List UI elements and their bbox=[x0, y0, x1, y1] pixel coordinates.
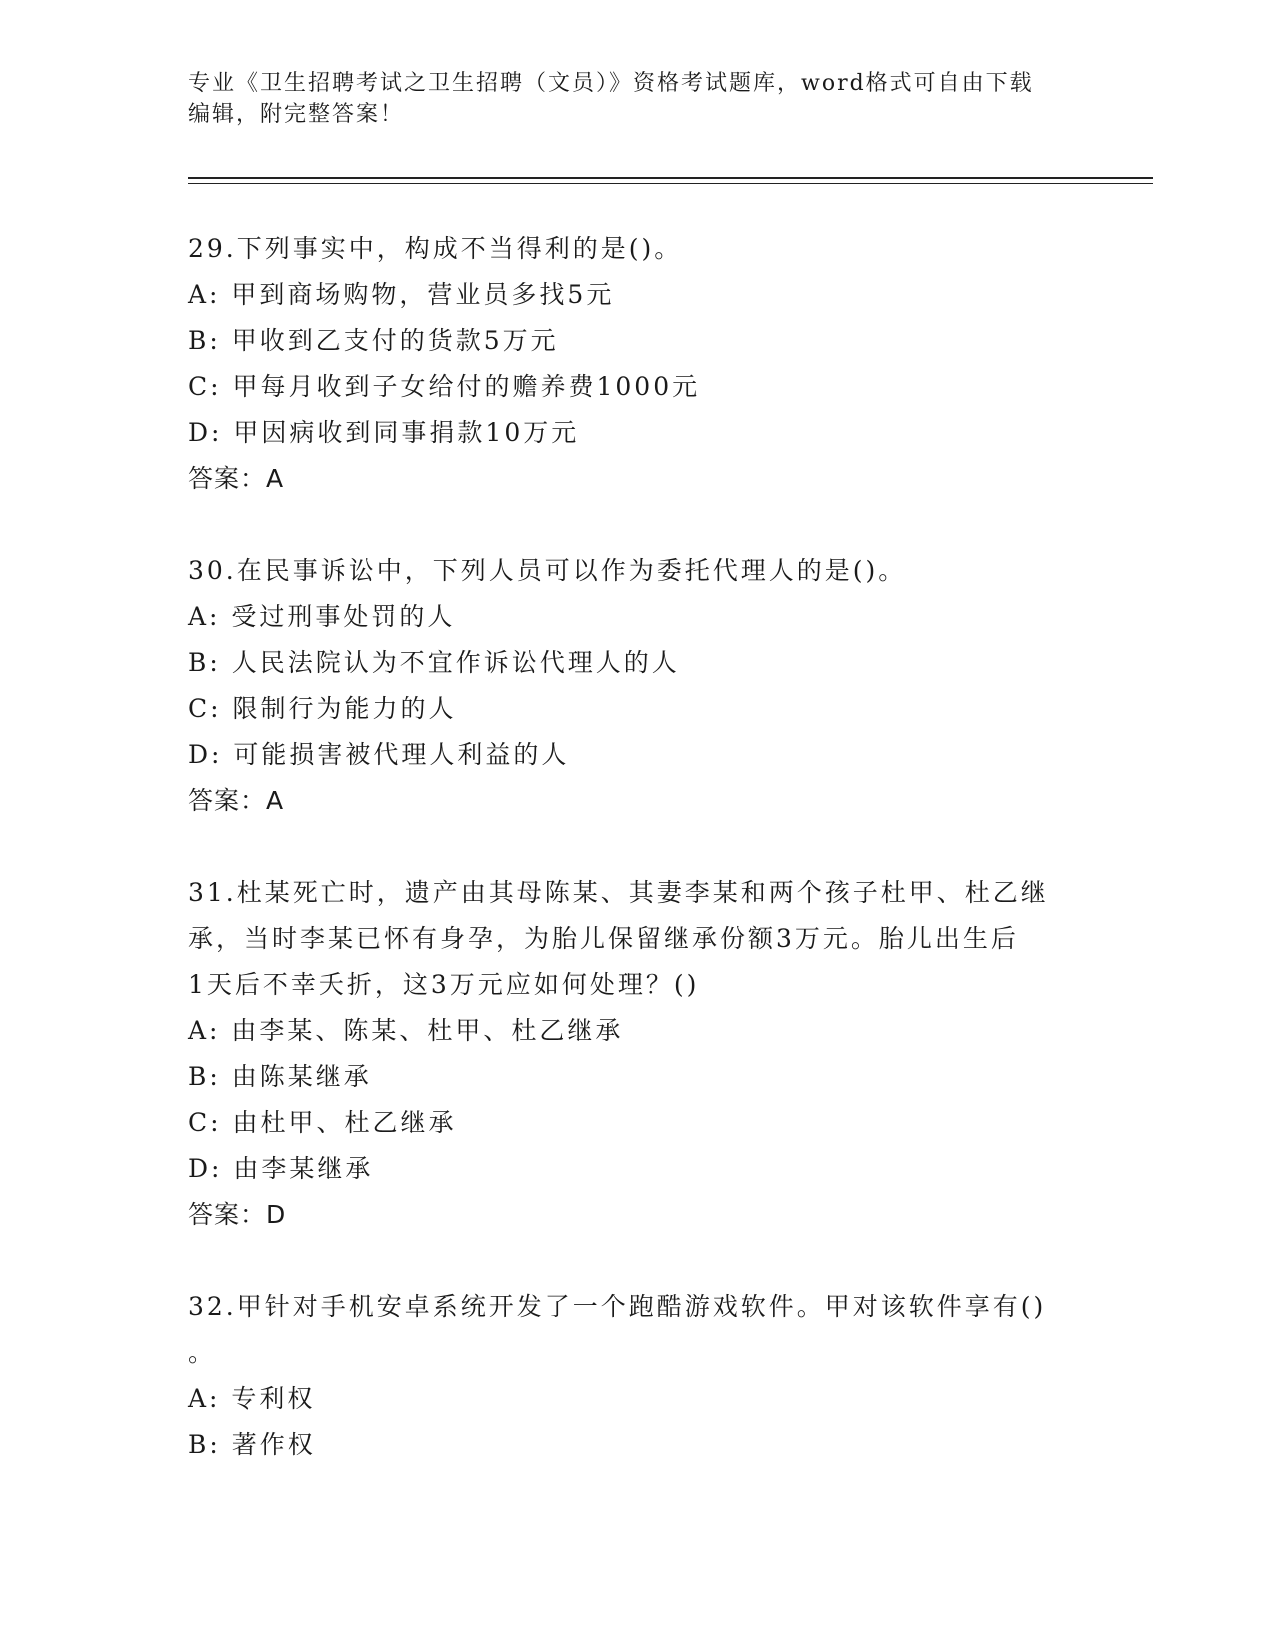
document-header bbox=[188, 68, 1088, 130]
option-a: A: 受过刑事处罚的人 bbox=[188, 602, 456, 631]
header-divider bbox=[188, 177, 1153, 179]
question-32 bbox=[188, 1284, 1088, 1468]
option-b: B: 甲收到乙支付的货款5万元 bbox=[188, 326, 559, 355]
question-stem: 31.杜某死亡时，遗产由其母陈某、其妻李某和两个孩子杜甲、杜乙继 bbox=[188, 878, 1049, 907]
question-stem: 32.甲针对手机安卓系统开发了一个跑酷游戏软件。甲对该软件享有() bbox=[188, 1292, 1047, 1321]
question-30 bbox=[188, 548, 1088, 824]
question-stem: 1天后不幸夭折，这3万元应如何处理？() bbox=[188, 970, 700, 999]
option-d: D: 甲因病收到同事捐款10万元 bbox=[188, 418, 580, 447]
question-29 bbox=[188, 226, 1088, 502]
option-b: B: 著作权 bbox=[188, 1430, 316, 1459]
option-a: A: 专利权 bbox=[188, 1384, 316, 1413]
option-b: B: 由陈某继承 bbox=[188, 1062, 372, 1091]
option-b: B: 人民法院认为不宜作诉讼代理人的人 bbox=[188, 648, 680, 677]
header-line: 专业《卫生招聘考试之卫生招聘（文员）》资格考试题库，word格式可自由下载 bbox=[188, 71, 1034, 96]
option-d: D: 可能损害被代理人利益的人 bbox=[188, 740, 570, 769]
answer: 答案：A bbox=[188, 786, 285, 815]
header-divider-thin bbox=[188, 183, 1153, 184]
header-line: 编辑，附完整答案！ bbox=[188, 102, 405, 127]
answer: 答案：D bbox=[188, 1200, 287, 1229]
option-a: A: 由李某、陈某、杜甲、杜乙继承 bbox=[188, 1016, 624, 1045]
option-c: C: 由杜甲、杜乙继承 bbox=[188, 1108, 457, 1137]
question-31 bbox=[188, 870, 1088, 1238]
option-c: C: 甲每月收到子女给付的赡养费1000元 bbox=[188, 372, 701, 401]
option-a: A: 甲到商场购物，营业员多找5元 bbox=[188, 280, 615, 309]
question-stem: 。 bbox=[188, 1338, 217, 1367]
option-d: D: 由李某继承 bbox=[188, 1154, 374, 1183]
answer: 答案：A bbox=[188, 464, 285, 493]
option-c: C: 限制行为能力的人 bbox=[188, 694, 457, 723]
question-stem: 30.在民事诉讼中，下列人员可以作为委托代理人的是()。 bbox=[188, 556, 907, 585]
question-stem: 承，当时李某已怀有身孕，为胎儿保留继承份额3万元。胎儿出生后 bbox=[188, 924, 1019, 953]
question-stem: 29.下列事实中，构成不当得利的是()。 bbox=[188, 234, 683, 263]
